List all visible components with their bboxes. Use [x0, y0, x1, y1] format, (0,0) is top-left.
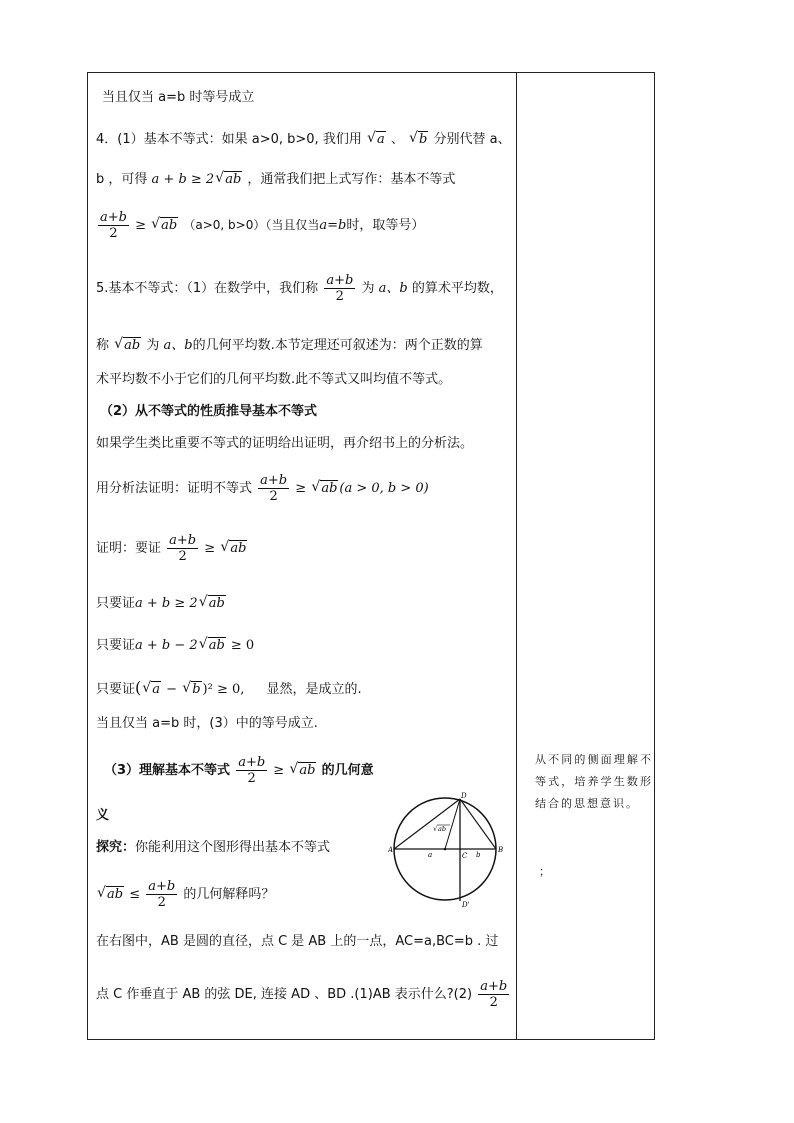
explore-line: 探究：你能利用这个图形得出基本不等式 [96, 840, 331, 855]
proof-conclusion: 当且仅当 a=b 时，(3）中的等号成立. [96, 716, 318, 731]
item5-line1: 5.基本不等式：（1）在数学中，我们称 $\frac{a+b}{2}$ 为 a、b 的算术平均数， [96, 273, 503, 304]
side-note: 从不同的侧面理解不等式，培养学生数形结合的思想意识。 [535, 753, 653, 810]
fraction-a-plus-b-over-2: $\frac{a+b}{2}$ [100, 210, 127, 241]
sqrt-ab: √ ab [97, 886, 124, 904]
sqrt-a: √ a [142, 681, 161, 699]
label-A: A [388, 846, 394, 854]
fraction-a-plus-b-over-2: $\frac{a+b}{2}$ [238, 755, 266, 786]
item4-line1: 4．(1）基本不等式：如果 a>0, b>0, 我们用 √ a 、 √ b 分别代替 a、 [96, 131, 511, 149]
label-B: B [498, 846, 504, 854]
section2-intro: 如果学生类比重要不等式的证明给出证明，再介绍书上的分析法。 [96, 436, 474, 451]
item5-line2: 称 √ ab 为 a、b的几何平均数.本节定理还可叙述为：两个正数的算 [96, 337, 483, 355]
fraction-a-plus-b-over-2: $\frac{a+b}{2}$ [169, 533, 197, 564]
segment-bd [460, 799, 496, 849]
label-a: a [428, 851, 433, 859]
proof-step2: 只要证a + b − 2√ ab ≥ 0 [96, 637, 254, 655]
sqrt-ab: √ ab [199, 595, 226, 613]
lesson-table [87, 72, 655, 1040]
sqrt-ab: √ ab [311, 480, 338, 498]
section2-title: （2）从不等式的性质推导基本不等式 [100, 404, 318, 419]
label-C: C [462, 852, 468, 860]
label-D: D [461, 792, 467, 800]
fraction-a-plus-b-over-2: $\frac{a+b}{2}$ [148, 879, 176, 910]
geometry-paragraph-2: 点 C 作垂直于 AB 的弦 DE, 连接 AD 、BD .(1)AB 表示什么?(2) $\frac{a+b}{2}$ [96, 979, 508, 1010]
explore-inequality: √ ab ≤ $\frac{a+b}{2}$ 的几何解释吗？ [96, 879, 274, 910]
section3-title: （3）理解基本不等式 $\frac{a+b}{2}$ ≥ √ ab 的几何意 [104, 755, 374, 786]
label-b: b [476, 851, 481, 859]
sqrt-b: √ b [409, 131, 428, 149]
fraction-a-plus-b-over-2: $\frac{a+b}{2}$ [326, 273, 354, 304]
item4-line3: $\frac{a+b}{2}$ ≥ √ ab （a>0, b>0）（当且仅当a=b时，取等号） [96, 210, 424, 241]
item4-line2: b ，可得 a + b ≥ 2√ ab ，通常我们把上式写作：基本不等式 [96, 171, 455, 189]
sqrt-ab: √ ab [114, 337, 141, 355]
radius-od [445, 799, 460, 849]
geometry-paragraph-1: 在右图中，AB 是圆的直径，点 C 是 AB 上的一点，AC=a,BC=b . 过 [96, 934, 499, 949]
sqrt-ab: √ ab [199, 637, 226, 655]
side-column [517, 73, 654, 1039]
proof-step3: 只要证(√ a − √ b )² ≥ 0, 显然，是成立的. [96, 679, 362, 699]
analysis-line: 用分析法证明：证明不等式 $\frac{a+b}{2}$ ≥ √ ab (a > 0, b > 0) [96, 473, 429, 504]
sqrt-b: √ b [182, 681, 201, 699]
sqrt-ab: √ ab [215, 171, 242, 189]
fraction-a-plus-b-over-2: $\frac{a+b}{2}$ [480, 979, 508, 1010]
label-sqrt-ab: ab [438, 825, 447, 833]
segment-ad [394, 799, 460, 849]
equality-condition-line: 当且仅当 a=b 时等号成立 [102, 90, 255, 105]
fraction-a-plus-b-over-2: $\frac{a+b}{2}$ [260, 473, 288, 504]
item5-line3: 术平均数不小于它们的几何平均数.此不等式又叫均值不等式。 [96, 372, 452, 387]
sqrt-ab: √ ab [289, 762, 316, 780]
sqrt-ab: √ ab [220, 540, 247, 558]
sqrt-ab: √ ab [151, 217, 178, 235]
label-D-prime: D' [462, 901, 470, 909]
proof-step1: 只要证a + b ≥ 2√ ab [96, 595, 227, 613]
proof-line: 证明：要证 $\frac{a+b}{2}$ ≥ √ ab [96, 533, 248, 564]
main-column [88, 73, 516, 1039]
circle-geometry-figure [388, 791, 508, 911]
label-sqrt-symbol: √ [433, 825, 438, 833]
side-mark: ； [539, 865, 550, 878]
center-point [444, 848, 447, 851]
sqrt-a: √ a [367, 131, 386, 149]
section3-title-cont: 义 [96, 808, 110, 823]
